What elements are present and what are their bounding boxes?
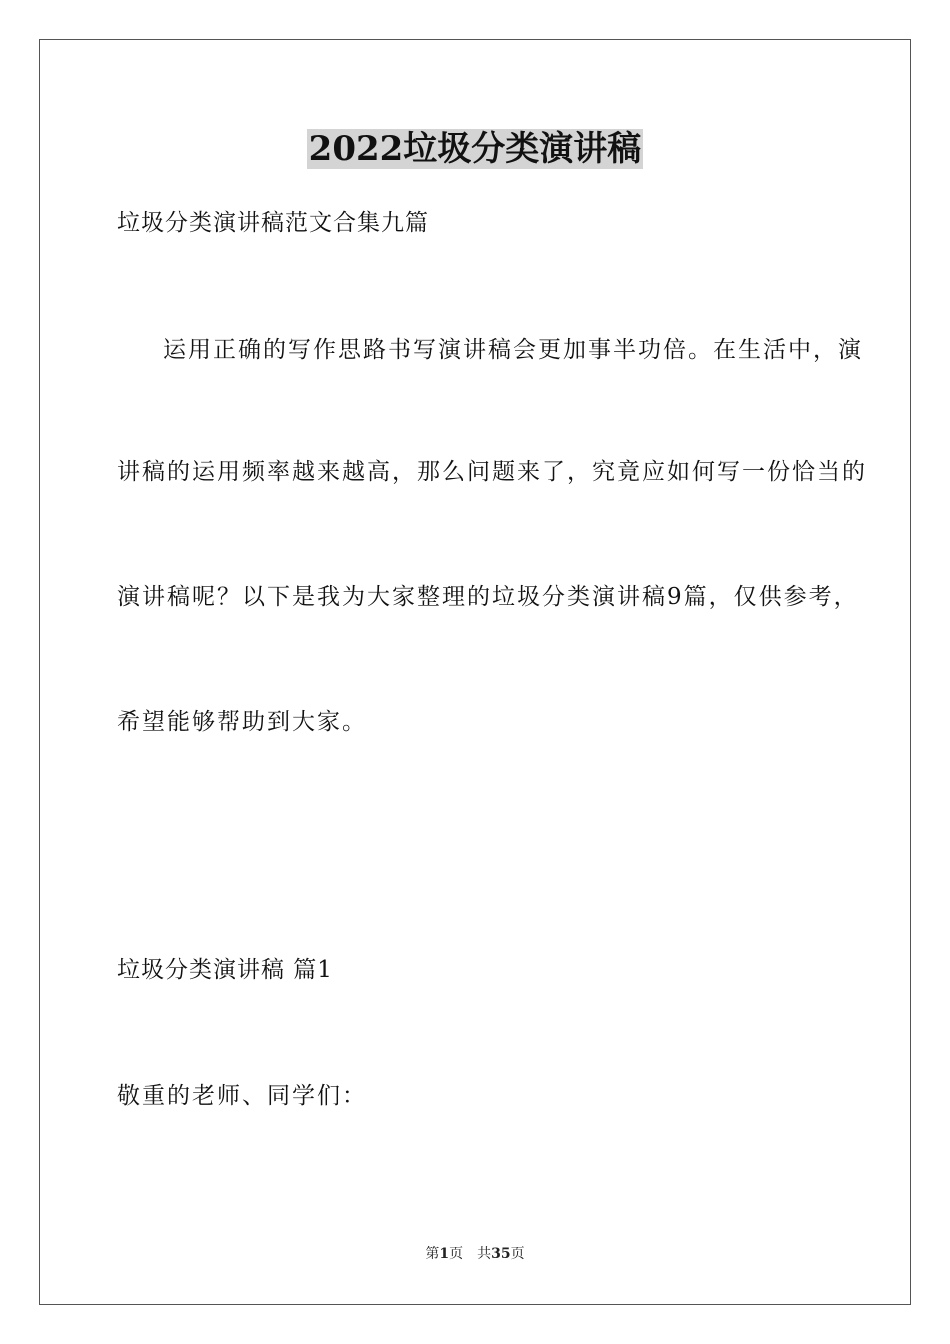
total-prefix: 共 <box>477 1246 492 1262</box>
greeting-line: 敬重的老师、同学们： <box>117 1083 367 1109</box>
intro-line-2: 讲稿的运用频率越来越高，那么问题来了，究竟应如何写一份恰当的 <box>117 459 867 485</box>
intro-line-1: 运用正确的写作思路书写演讲稿会更加事半功倍。在生活中，演 <box>163 337 863 363</box>
intro-line-4: 希望能够帮助到大家。 <box>117 709 367 735</box>
intro-line-3: 演讲稿呢？以下是我为大家整理的垃圾分类演讲稿9篇，仅供参考， <box>117 584 859 610</box>
total-suffix: 页 <box>510 1246 525 1262</box>
page-number: 1 <box>439 1246 450 1262</box>
total-pages: 35 <box>491 1246 511 1262</box>
page-suffix: 页 <box>449 1246 464 1262</box>
document-subtitle: 垃圾分类演讲稿范文合集九篇 <box>117 210 429 236</box>
document-title <box>0 126 950 172</box>
page-footer <box>0 1244 950 1264</box>
section-heading: 垃圾分类演讲稿 篇1 <box>117 957 333 983</box>
document-title-text: 2022垃圾分类演讲稿 <box>308 129 642 169</box>
page-prefix: 第 <box>425 1246 440 1262</box>
